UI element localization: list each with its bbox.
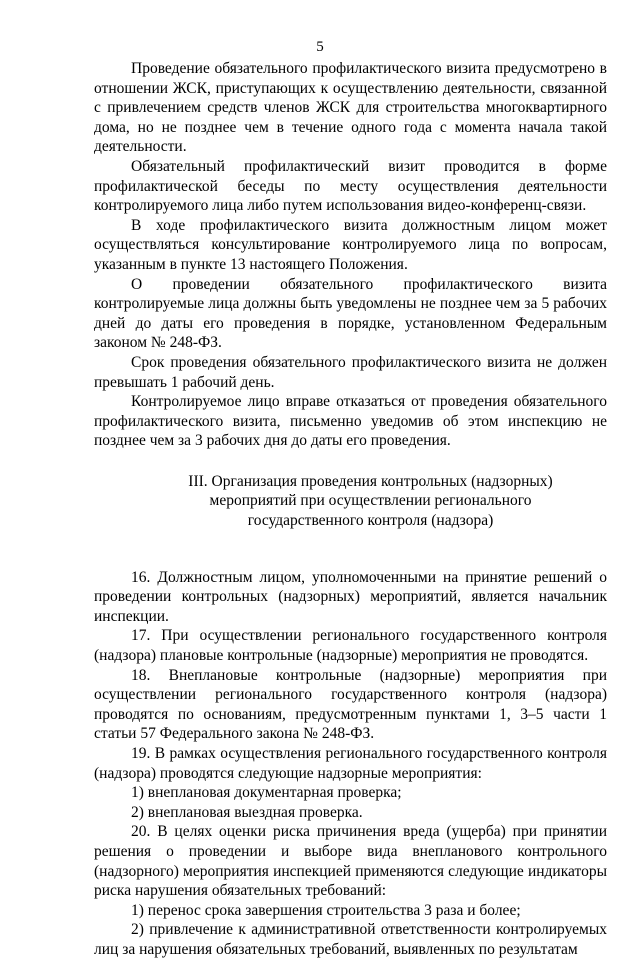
paragraph-20: 20. В целях оценки риска причинения вреда (ущерба) при принятии решения о проведении и выборе вида внепланового контрольного (надзорного) мероприятия инспекцией применяются следующие индикаторы риска нарушения обязательных требований: [94,823,607,900]
paragraph-visit-form: Обязательный профилактический визит проводится в форме профилактической беседы по месту осуществления деятельности контролируемого лица либо путем использования видео-конференц-связи. [94,157,607,215]
paragraph-17: 17. При осуществлении регионального государственного контроля (надзора) плановые контрольные (надзорные) мероприятия не проводятся. [94,627,607,665]
document-body [94,59,607,960]
paragraph-mandatory-visit-scope: Проведение обязательного профилактического визита предусмотрено в отношении ЖСК, приступающих к осуществлению деятельности, связанной с привлечением средств членов ЖСК для строительства многоквартирного дома, но не позднее чем в течение одного года с момента начала такой деятельности. [94,60,607,156]
list-item-19-1: 1) внеплановая документарная проверка; [131,784,402,802]
list-item-20-1: 1) перенос срока завершения строительства 3 раза и более; [131,901,521,919]
section-heading-line-2: мероприятий при осуществлении регионального [209,492,532,510]
paragraph-consultation: В ходе профилактического визита должностным лицом может осуществляться консультирование контролируемого лица по вопросам, указанным в пункте 13 настоящего Положения. [94,216,607,273]
page-number: 5 [316,39,324,55]
paragraph-refusal: Контролируемое лицо вправе отказаться от проведения обязательного профилактического визита, письменно уведомив об этом инспекцию не позднее чем за 3 рабочих дня до даты его проведения. [94,393,607,450]
list-item-20-2: 2) привлечение к административной ответственности контролируемых лиц за нарушения обязательных требований, выявленных по результатам [94,921,607,958]
paragraph-visit-duration: Срок проведения обязательного профилактического визита не должен превышать 1 рабочий день. [94,353,607,391]
list-item-19-2: 2) внеплановая выездная проверка. [131,803,363,821]
section-heading-line-1: III. Организация проведения контрольных (надзорных) [188,472,553,490]
paragraph-18: 18. Внеплановые контрольные (надзорные) мероприятия при осуществлении регионального государственного контроля (надзора) проводятся по основаниям, предусмотренным пунктами 1, 3–5 части 1 статьи 57 Федерального закона № 248-ФЗ. [94,666,607,743]
paragraph-notification: О проведении обязательного профилактического визита контролируемые лица должны быть уведомлены не позднее чем за 5 рабочих дней до даты его проведения в порядке, установленном Федеральным законом № 248-ФЗ. [94,275,607,352]
paragraph-16: 16. Должностным лицом, уполномоченными на принятие решений о проведении контрольных (надзорных) мероприятий, является начальник инспекции. [94,568,607,625]
paragraph-19: 19. В рамках осуществления регионального государственного контроля (надзора) проводятся следующие надзорные мероприятия: [94,745,607,782]
section-heading-line-3: государственного контроля (надзора) [247,512,494,530]
section-heading [94,472,607,531]
